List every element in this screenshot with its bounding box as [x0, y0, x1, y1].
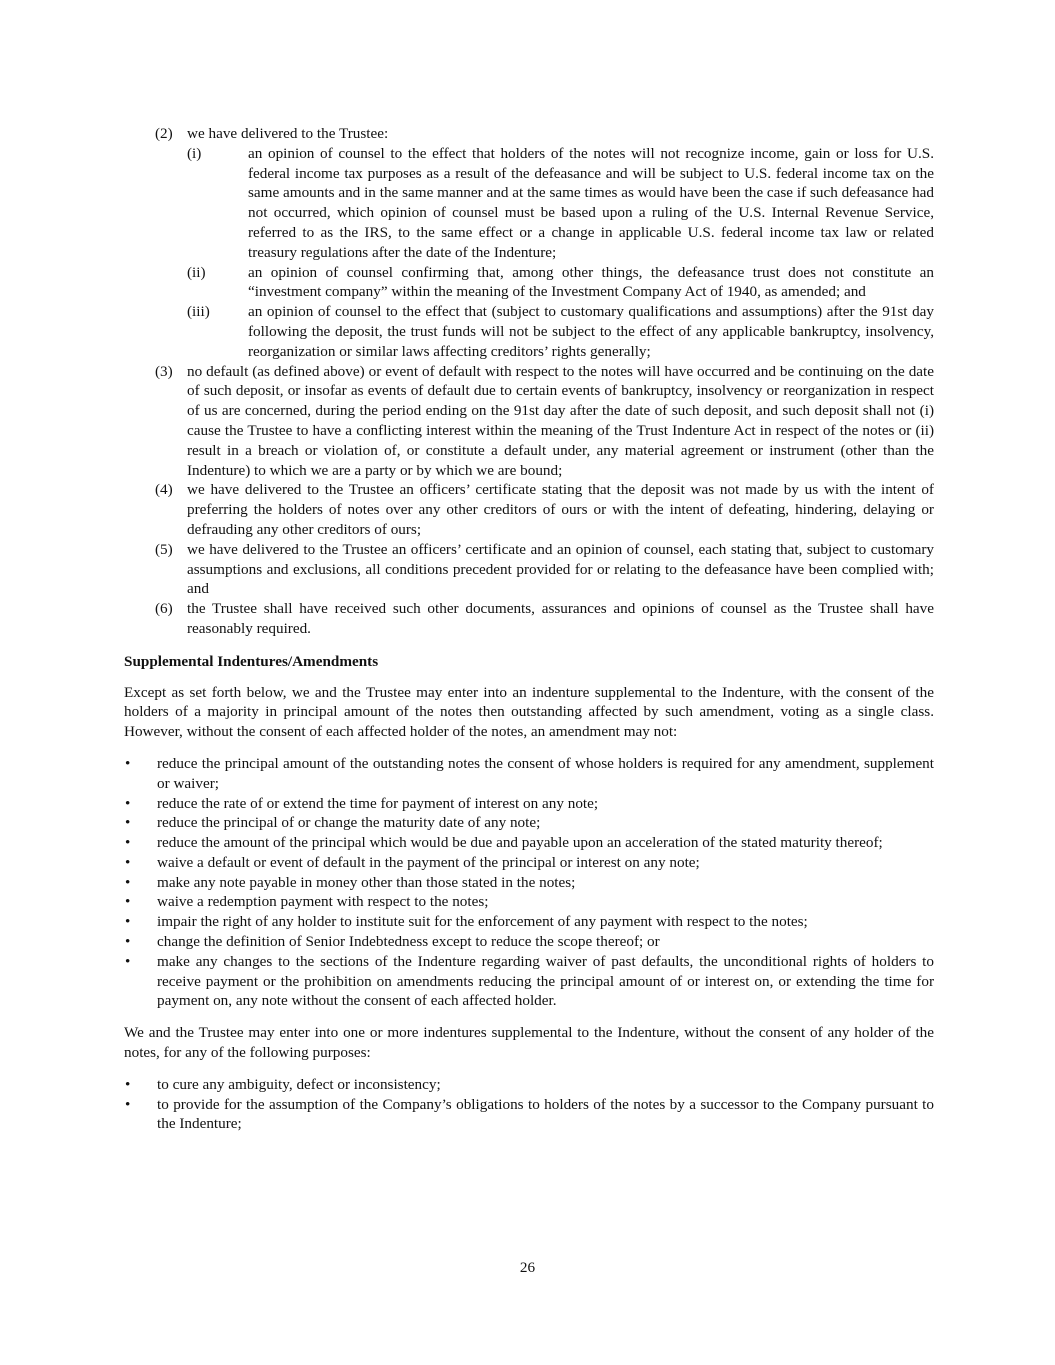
- numbered-item: [124, 480, 934, 539]
- list-item-text: make any changes to the sections of the Indenture regarding waiver of past defaults, the unconditional rights of holders to receive payment or the prohibition on amendments reducing the principal amount of or interest on, or extending the time for payment on, any note without the consent of each affected holder.: [157, 952, 934, 1010]
- list-item-text: waive a default or event of default in the payment of the principal or interest on any note;: [157, 853, 700, 871]
- sub-item: [124, 302, 934, 361]
- bullet-icon: •: [125, 794, 131, 812]
- list-item: [124, 1095, 934, 1135]
- item-label: (3): [155, 362, 173, 380]
- numbered-list: [124, 124, 934, 639]
- list-item-text: reduce the principal amount of the outstanding notes the consent of whose holders is required for any amendment, supplement or waiver;: [157, 754, 934, 792]
- item-text: the Trustee shall have received such other documents, assurances and opinions of counsel as the Trustee shall have reasonably required.: [187, 600, 934, 637]
- list-item: [124, 853, 934, 873]
- list-item: [124, 754, 934, 794]
- sub-item: [124, 144, 934, 263]
- bullet-icon: •: [125, 873, 131, 891]
- list-item: [124, 833, 934, 853]
- sub-item-label: (iii): [187, 303, 210, 321]
- paragraph: We and the Trustee may enter into one or more indentures supplemental to the Indenture, without the consent of any holder of the notes, for any of the following purposes:: [124, 1024, 934, 1062]
- list-item: [124, 912, 934, 932]
- item-label: (6): [155, 600, 173, 618]
- bullet-icon: •: [125, 913, 131, 931]
- list-item: [124, 1075, 934, 1095]
- bullet-icon: •: [125, 754, 131, 772]
- page-content: [124, 124, 934, 1146]
- bullet-icon: •: [125, 1095, 131, 1113]
- item-body: [187, 124, 934, 144]
- item-label: (2): [155, 125, 173, 142]
- sub-item-text: an opinion of counsel to the effect that holders of the notes will not recognize income, gain or loss for U.S. federal income tax purposes as a result of the defeasance and will be subject to U.S. federal income tax on the same amounts and in the same manner and at the same times as would have been the case if such defeasance had not occurred, which opinion of counsel must be based upon a ruling of the U.S. Internal Revenue Service, referred to as the IRS, to the same effect or a change in applicable U.S. federal income tax law or related treasury regulations after the date of the Indenture;: [248, 144, 934, 261]
- sub-item-label: (ii): [187, 263, 206, 281]
- bullet-icon: •: [125, 933, 131, 951]
- paragraph: Except as set forth below, we and the Trustee may enter into an indenture supplemental to the Indenture, with the consent of the holders of a majority in principal amount of the notes then outstanding affected by such amendment, voting as a single class. However, without the consent of each affected holder of the notes, an amendment may not:: [124, 683, 934, 741]
- sub-list: [124, 144, 934, 362]
- bullet-icon: •: [125, 893, 131, 911]
- list-item: [124, 952, 934, 1011]
- list-item-text: to provide for the assumption of the Company’s obligations to holders of the notes by a successor to the Company pursuant to the Indenture;: [157, 1095, 934, 1133]
- bullet-list-amendments: [124, 754, 934, 1011]
- bullet-icon: •: [125, 834, 131, 852]
- list-item-text: waive a redemption payment with respect to the notes;: [157, 893, 489, 911]
- item-text: we have delivered to the Trustee:: [187, 125, 389, 142]
- sub-item-label: (i): [187, 144, 202, 162]
- list-item-text: change the definition of Senior Indebtedness except to reduce the scope thereof; or: [157, 933, 660, 951]
- bullet-icon: •: [125, 853, 131, 871]
- list-item-text: impair the right of any holder to institute suit for the enforcement of any payment with respect to the notes;: [157, 913, 808, 931]
- list-item-text: reduce the amount of the principal which would be due and payable upon an acceleration of the stated maturity thereof;: [157, 834, 883, 852]
- list-item: [124, 932, 934, 952]
- sub-item: [124, 263, 934, 303]
- sub-item-text: an opinion of counsel to the effect that (subject to customary qualifications and assumptions) after the 91st day following the deposit, the trust funds will not be subject to the effect of any applicable bankruptcy, insolvency, reorganization or similar laws affecting creditors’ rights generally;: [248, 303, 934, 360]
- item-text: no default (as defined above) or event of default with respect to the notes will have occurred and be continuing on the date of such deposit, or insofar as events of default due to certain events of bankruptcy, insolvency or reorganization in respect of us are concerned, during the period ending on the 91st day after the date of such deposit, and such deposit shall not (i) cause the Trustee to have a conflicting interest within the meaning of the Trust Indenture Act in respect of the notes or (ii) result in a breach or violation of, or constitute a default under, any material agreement or instrument (other than the Indenture) to which we are a party or by which we are bound;: [187, 362, 934, 479]
- list-item-text: reduce the principal of or change the maturity date of any note;: [157, 814, 541, 832]
- numbered-item: [124, 362, 934, 481]
- list-item-text: to cure any ambiguity, defect or inconsistency;: [157, 1075, 441, 1093]
- page-number: 26: [519, 1259, 536, 1276]
- list-item: [124, 794, 934, 814]
- bullet-icon: •: [125, 814, 131, 832]
- list-item: [124, 892, 934, 912]
- bullet-list-purposes: [124, 1075, 934, 1134]
- sub-item-text: an opinion of counsel confirming that, among other things, the defeasance trust does not constitute an “investment company” within the meaning of the Investment Company Act of 1940, as amended; and: [248, 263, 934, 301]
- numbered-item: [124, 599, 934, 639]
- list-item-text: make any note payable in money other than those stated in the notes;: [157, 873, 576, 891]
- bullet-icon: •: [125, 952, 131, 970]
- list-item: [124, 873, 934, 893]
- list-item-text: reduce the rate of or extend the time for payment of interest on any note;: [157, 794, 599, 812]
- item-label: (5): [155, 540, 173, 558]
- item-label: (4): [155, 481, 173, 499]
- numbered-item: [124, 540, 934, 599]
- section-heading: Supplemental Indentures/Amendments: [124, 652, 379, 670]
- item-text: we have delivered to the Trustee an officers’ certificate stating that the deposit was not made by us with the intent of preferring the holders of notes over any other creditors of ours or with the intent of defeating, hindering, delaying or defrauding any other creditors of ours;: [187, 481, 934, 538]
- bullet-icon: •: [125, 1075, 131, 1093]
- item-text: we have delivered to the Trustee an officers’ certificate and an opinion of counsel, each stating that, subject to customary assumptions and exclusions, all conditions precedent provided for or relating to the defeasance have been complied with; and: [187, 540, 934, 598]
- numbered-item: [124, 124, 934, 144]
- list-item: [124, 813, 934, 833]
